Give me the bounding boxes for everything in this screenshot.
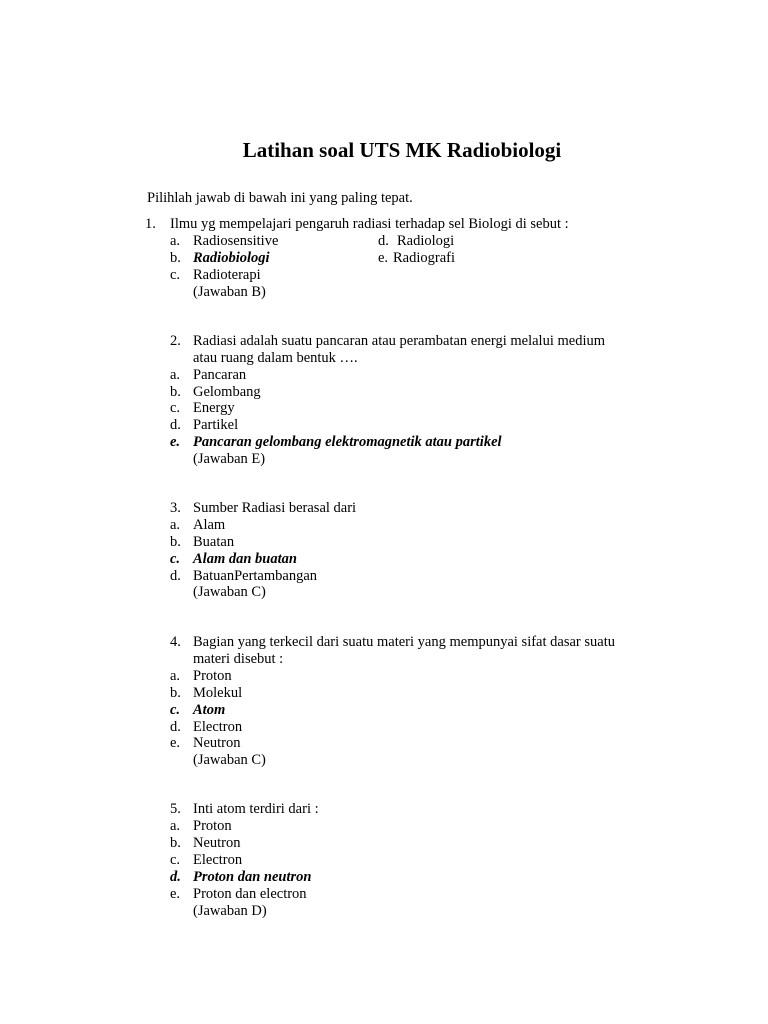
option-text: Proton xyxy=(193,818,232,834)
answer-note: (Jawaban C) xyxy=(193,584,266,600)
option-text: Buatan xyxy=(193,534,235,550)
option-letter: c. xyxy=(170,267,181,283)
option-text: BatuanPertambangan xyxy=(193,568,318,584)
option-letter: e. xyxy=(170,735,181,751)
question-number: 5. xyxy=(170,801,181,817)
option-letter: b. xyxy=(170,384,181,400)
option-text: Radiosensitive xyxy=(193,233,279,249)
option-text: Neutron xyxy=(193,835,241,851)
option-text: Electron xyxy=(193,852,243,868)
question-number: 1. xyxy=(145,216,156,232)
option-letter: d. xyxy=(378,233,389,249)
option-letter: c. xyxy=(170,852,181,868)
option-text: Alam xyxy=(193,517,226,533)
option-letter: b. xyxy=(170,685,181,701)
question-text: Sumber Radiasi berasal dari xyxy=(193,500,357,516)
option-text: Gelombang xyxy=(193,384,261,400)
instruction-text: Pilihlah jawab di bawah ini yang paling tepat. xyxy=(147,190,413,206)
option-letter: e. xyxy=(170,886,181,902)
option-text: Radiologi xyxy=(397,233,455,249)
option-letter: b. xyxy=(170,534,181,550)
option-letter: d. xyxy=(170,719,181,735)
option-letter: e. xyxy=(378,250,389,266)
option-text-correct: Atom xyxy=(193,702,226,718)
option-text-correct: Alam dan buatan xyxy=(193,551,297,567)
option-letter: d. xyxy=(170,568,181,584)
page-title: Latihan soal UTS MK Radiobiologi xyxy=(242,138,562,162)
option-text-correct: Radiobiologi xyxy=(193,250,270,266)
option-text: Proton xyxy=(193,668,232,684)
option-text: Neutron xyxy=(193,735,241,751)
option-letter: a. xyxy=(170,233,181,249)
question-text: Radiasi adalah suatu pancaran atau perambatan energi melalui medium xyxy=(193,333,606,349)
option-text: Radiografi xyxy=(393,250,456,266)
option-text: Molekul xyxy=(193,685,243,701)
option-text: Radioterapi xyxy=(193,267,261,283)
option-letter: c. xyxy=(170,551,181,567)
option-text: Electron xyxy=(193,719,243,735)
option-letter: b. xyxy=(170,835,181,851)
option-letter: a. xyxy=(170,818,181,834)
question-number: 4. xyxy=(170,634,181,650)
answer-note: (Jawaban D) xyxy=(193,903,267,919)
option-text-correct: Proton dan neutron xyxy=(193,869,312,885)
option-text: Partikel xyxy=(193,417,239,433)
question-text: materi disebut : xyxy=(193,651,284,667)
option-text: Pancaran xyxy=(193,367,247,383)
option-letter: a. xyxy=(170,668,181,684)
question-text: Bagian yang terkecil dari suatu materi yang mempunyai sifat dasar suatu xyxy=(193,634,615,650)
question-number: 3. xyxy=(170,500,181,516)
question-text: Inti atom terdiri dari : xyxy=(193,801,319,817)
option-letter: c. xyxy=(170,400,181,416)
option-letter: e. xyxy=(170,434,181,450)
option-letter: b. xyxy=(170,250,181,266)
option-text: Proton dan electron xyxy=(193,886,307,902)
option-letter: c. xyxy=(170,702,181,718)
answer-note: (Jawaban E) xyxy=(193,451,266,467)
answer-note: (Jawaban B) xyxy=(193,284,266,300)
question-number: 2. xyxy=(170,333,181,349)
option-text: Energy xyxy=(193,400,235,416)
option-letter: a. xyxy=(170,367,181,383)
answer-note: (Jawaban C) xyxy=(193,752,266,768)
question-text: atau ruang dalam bentuk …. xyxy=(193,350,358,366)
option-letter: d. xyxy=(170,869,181,885)
option-letter: a. xyxy=(170,517,181,533)
question-text: Ilmu yg mempelajari pengaruh radiasi terhadap sel Biologi di sebut : xyxy=(170,216,569,232)
option-text-correct: Pancaran gelombang elektromagnetik atau partikel xyxy=(193,434,502,450)
option-letter: d. xyxy=(170,417,181,433)
